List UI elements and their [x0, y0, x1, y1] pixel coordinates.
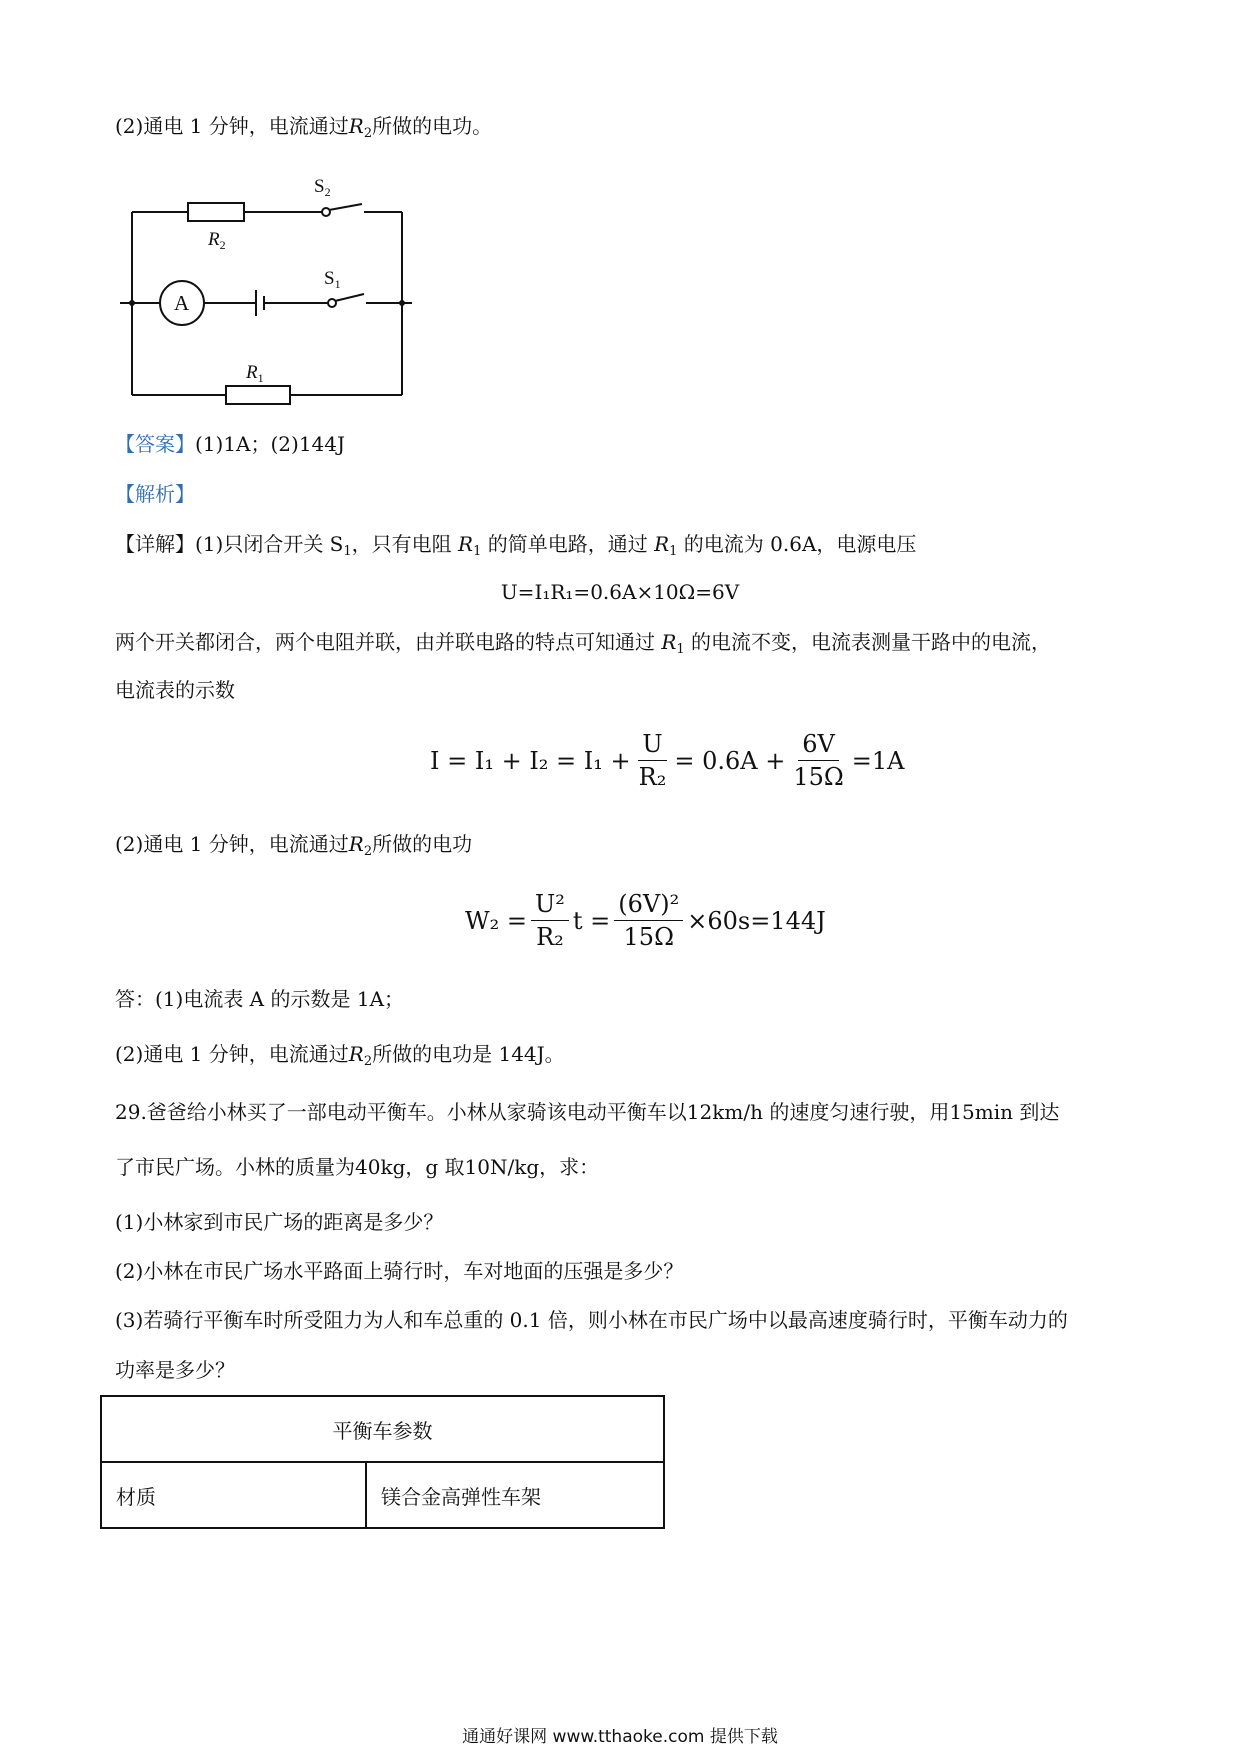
q29-sub-3b: 功率是多少？ [115, 1358, 235, 1382]
q29-sub-2: (2)小林在市民广场水平路面上骑行时，车对地面的压强是多少？ [115, 1259, 684, 1283]
table-row [101, 1462, 664, 1528]
fraction-u-over-r2: $\frac{U}{\text{R₂}}$ [638, 730, 667, 791]
footer-watermark: 通通好课网 www.tthaoke.com 提供下载 [462, 1727, 778, 1747]
switch-s2-blade [329, 204, 362, 210]
question-2-text: (2)通电 1 分钟，电流通过$R_2$所做的电功。 [115, 114, 493, 141]
fraction-6v2-over-15ohm: $\frac{\text{(6V)²}}{15\Omega}$ [614, 890, 683, 951]
answer-summary-2: (2)通电 1 分钟，电流通过$R_2$所做的电功是 144J。 [115, 1042, 565, 1069]
table-header: 平衡车参数 [101, 1396, 664, 1462]
q29-sub-1: (1)小林家到市民广场的距离是多少？ [115, 1210, 444, 1234]
s1-label: $S_1$ [324, 268, 341, 291]
equation-3: W₂ = $\frac{\text{U²}}{\text{R₂}}$ t = $\frac{\text{(6V)²}}{15\Omega}$ ×60s=144J [465, 890, 826, 951]
switch-s1-pivot [328, 299, 336, 307]
equation-2: I = I₁ + I₂ = I₁ + $\frac{U}{\text{R₂}}$ = 0.6A + $\frac{6V}{15\Omega}$ =1A [430, 730, 905, 791]
switch-s1-blade [335, 294, 364, 301]
ammeter-label: A [174, 291, 190, 315]
table-header-row [101, 1396, 664, 1462]
q29-line-1: 29.爸爸给小林买了一部电动平衡车。小林从家骑该电动平衡车以12km/h 的速度匀速行驶，用15min 到达 [115, 1100, 1060, 1124]
detail-p3: 电流表的示数 [115, 678, 235, 702]
q29-sub-3a: (3)若骑行平衡车时所受阻力为人和车总重的 0.1 倍，则小林在市民广场中以最高速度骑行时，平衡车动力的 [115, 1308, 1068, 1332]
table-cell-key: 材质 [101, 1462, 366, 1528]
circuit-diagram [120, 170, 420, 410]
equation-1: U=I₁R₁=0.6A×10Ω=6V [500, 580, 740, 604]
fraction-6v-over-15ohm: $\frac{6V}{15\Omega}$ [793, 730, 844, 791]
r2-label: $R_2$ [208, 229, 226, 252]
r1-label: $R_1$ [246, 362, 264, 385]
s2-label: $S_2$ [314, 176, 331, 199]
balance-car-params-table [100, 1395, 665, 1529]
switch-s2-pivot [322, 208, 330, 216]
answer-line [115, 430, 345, 458]
detail-p4: (2)通电 1 分钟，电流通过$R_2$所做的电功 [115, 832, 473, 859]
answer-tag: 【答案】 [115, 432, 195, 456]
q29-line-2: 了市民广场。小林的质量为40kg，g 取10N/kg，求： [115, 1155, 600, 1179]
analysis-tag: 【解析】 [115, 482, 195, 506]
resistor-r1 [226, 386, 290, 404]
answer-summary-1: 答：(1)电流表 A 的示数是 1A； [115, 987, 405, 1011]
resistor-r2 [188, 203, 244, 221]
detail-p2: 两个开关都闭合，两个电阻并联，由并联电路的特点可知通过 $R_1$ 的电流不变，电流表测量干路中的电流， [115, 630, 1052, 657]
fraction-u2-over-r2: $\frac{\text{U²}}{\text{R₂}}$ [531, 890, 569, 951]
answer-text: (1)1A；(2)144J [195, 432, 346, 456]
detail-p1: 【详解】(1)只闭合开关 $S_1$，只有电阻 $R_1$ 的简单电路，通过 $R_1$ 的电流为 0.6A，电源电压 [115, 532, 917, 559]
table-cell-value: 镁合金高弹性车架 [366, 1462, 664, 1528]
